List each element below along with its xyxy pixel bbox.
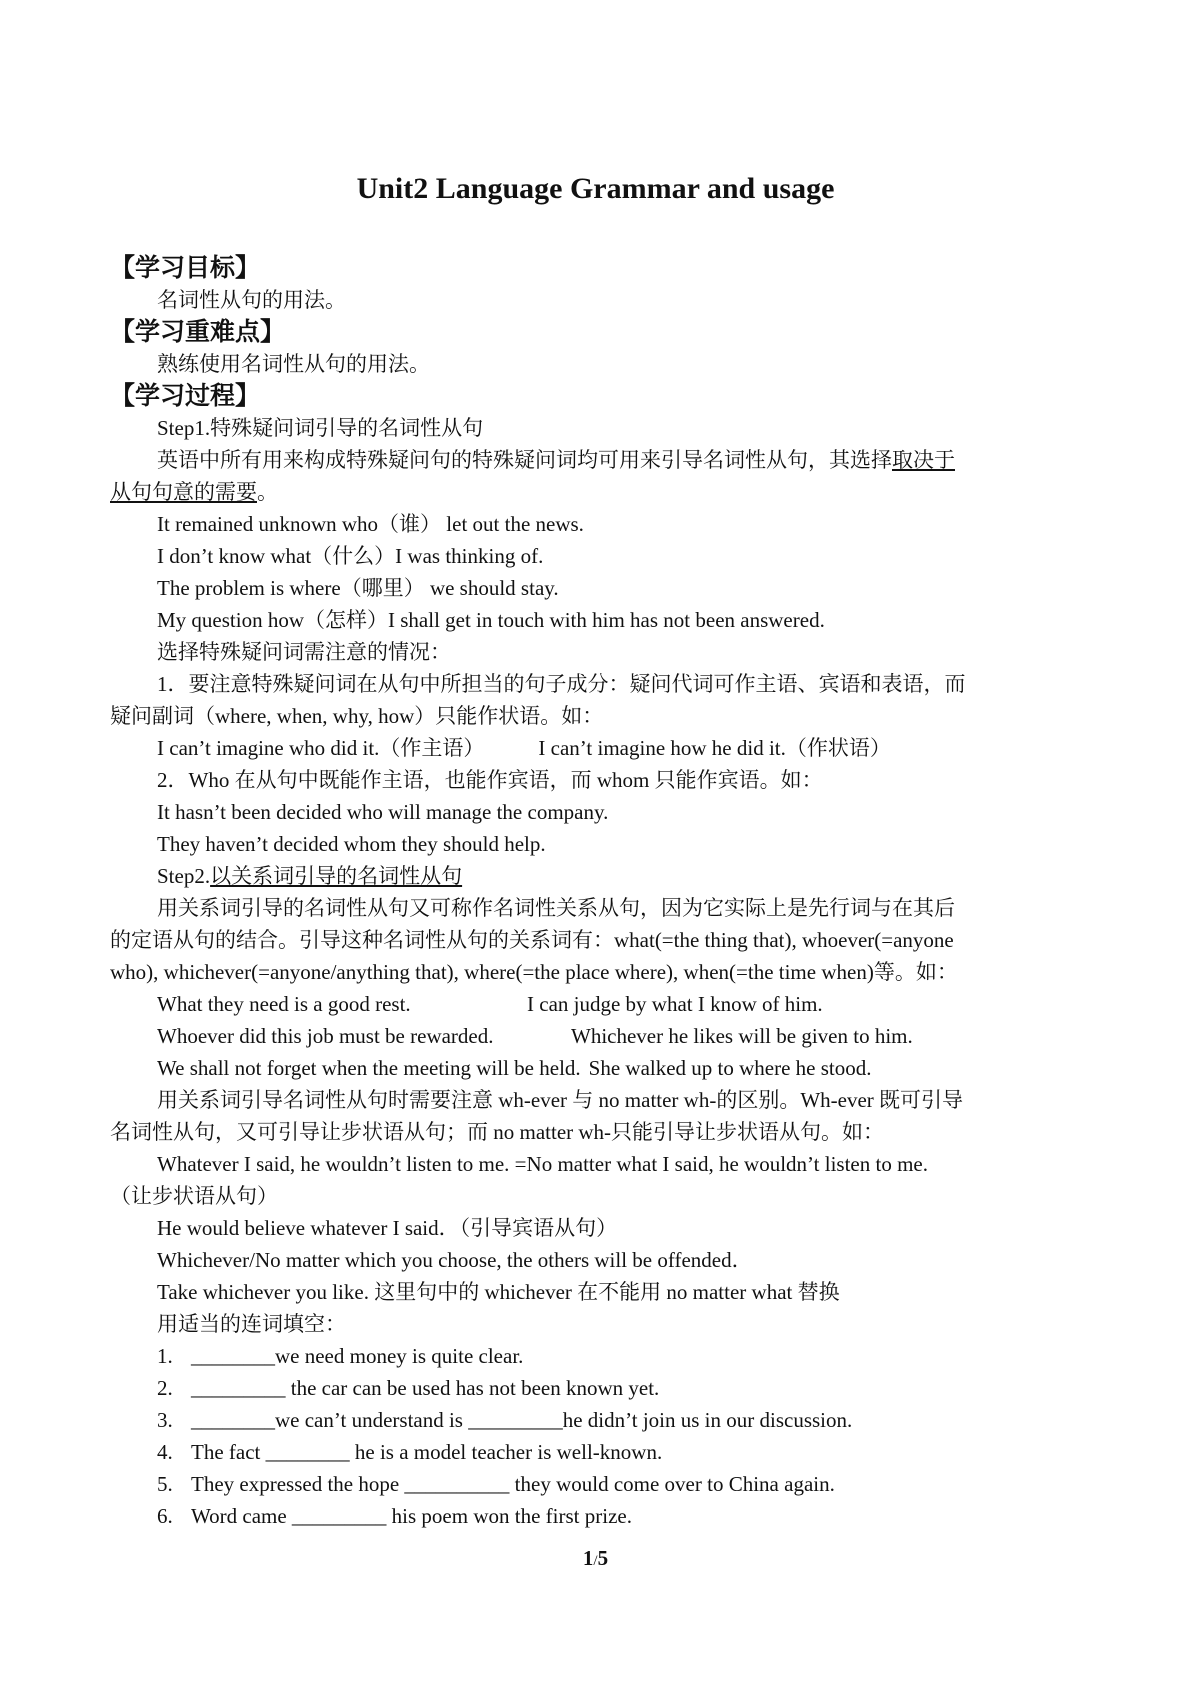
step2-para2-a: 用关系词引导名词性从句时需要注意 wh-ever 与 no matter wh-的区别。Wh-ever 既可引导 [157,1088,964,1112]
note1-line-a: 1．要注意特殊疑问词在从句中所担当的句子成分：疑问代词可作主语、宾语和表语，而 [157,672,966,696]
step1-title: Step1.特殊疑问词引导的名词性从句 [157,416,484,440]
step2-example-believe: He would believe whatever I said．（引导宾语从句） [157,1216,618,1240]
exercise-text: Word came _________ his poem won the first prize. [191,1504,632,1528]
note1-example-left: I can’t imagine who did it.（作主语） [157,736,485,760]
step2-example-whichever: Whichever/No matter which you choose, the others will be offended． [157,1248,753,1272]
note1-line-b: 疑问副词（where, when, why, how）只能作状语。如： [110,704,604,728]
step2-example-1a: What they need is a good rest. [157,992,411,1016]
step2-example-row-1 [110,988,1091,1020]
process-heading: 【学习过程】 [110,381,261,410]
step1-intro-text: 英语中所有用来构成特殊疑问句的特殊疑问词均可用来引导名词性从句，其选择 [157,448,892,472]
exercise-intro: 用适当的连词填空： [157,1312,346,1336]
exercise-number: 6. [157,1504,173,1528]
exercise-text: _________ the car can be used has not been known yet. [191,1376,660,1400]
exercise-item [110,1372,1091,1404]
step2-example-whatever-note: （让步状语从句） [110,1184,278,1208]
exercise-number: 4. [157,1440,173,1464]
step2-example-3a: We shall not forget when the meeting will be held. [157,1056,581,1080]
step2-example-row-3 [110,1052,1091,1084]
page-current: 1 [582,1546,594,1570]
step1-intro-cont [110,476,1091,508]
step1-intro-end: 。 [257,480,278,504]
step2-para2-b: 名词性从句，又可引导让步状语从句；而 no matter wh-只能引导让步状语从句。如： [110,1120,885,1144]
goals-heading: 【学习目标】 [110,253,261,282]
goals-text: 名词性从句的用法。 [157,288,346,312]
step2-title [110,860,1091,892]
step2-example-take: Take whichever you like. 这里句中的 whichever 在不能用 no matter what 替换 [157,1280,840,1304]
exercise-number: 3. [157,1408,173,1432]
exercise-text: ________we can’t understand is _________he didn’t join us in our discussion. [191,1408,853,1432]
step2-para1-c: who), whichever(=anyone/anything that), where(=the place where), when(=the time when)等。如： [110,960,958,984]
step1-notes-intro: 选择特殊疑问词需注意的情况： [157,640,451,664]
page-title: Unit2 Language Grammar and usage [356,172,835,205]
exercise-text: ________we need money is quite clear. [191,1344,524,1368]
note2-example-2: They haven’t decided whom they should help. [157,832,546,856]
step1-example-1: It remained unknown who（谁） let out the news. [157,512,584,536]
note2-line: 2．Who 在从句中既能作主语，也能作宾语，而 whom 只能作宾语。如： [157,768,823,792]
step2-example-1b: I can judge by what I know of him. [527,992,823,1016]
step2-title-prefix: Step2. [157,864,211,888]
step1-intro-underlined-1: 取决于 [892,448,955,472]
step1-example-2: I don’t know what（什么）I was thinking of. [157,544,544,568]
exercise-item [110,1500,1091,1532]
step2-example-whatever: Whatever I said, he wouldn’t listen to me. =No matter what I said, he wouldn’t listen to me. [157,1152,928,1176]
step2-para1-a: 用关系词引导的名词性从句又可称作名词性关系从句，因为它实际上是先行词与在其后 [157,896,955,920]
document-body [110,252,1091,1532]
exercise-number: 2. [157,1376,173,1400]
page-number [0,1546,1191,1571]
note1-examples [110,732,1091,764]
step2-title-underlined: 以关系词引导的名词性从句 [210,864,463,888]
step2-example-row-2 [110,1020,1091,1052]
exercise-number: 1. [157,1344,173,1368]
exercise-item [110,1404,1091,1436]
step1-intro-underlined-2: 从句句意的需要 [110,480,257,504]
note2-example-1: It hasn’t been decided who will manage the company. [157,800,609,824]
focus-text: 熟练使用名词性从句的用法。 [157,352,430,376]
focus-heading: 【学习重难点】 [110,317,286,346]
exercise-number: 5. [157,1472,173,1496]
step1-intro [110,444,1091,476]
step2-para1-b: 的定语从句的结合。引导这种名词性从句的关系词有：what(=the thing that), whoever(=anyone [110,928,954,952]
step2-example-3b: She walked up to where he stood. [588,1056,872,1080]
exercise-text: The fact ________ he is a model teacher is well-known. [191,1440,663,1464]
page-separator: / [593,1553,598,1569]
exercise-item [110,1436,1091,1468]
exercise-item [110,1468,1091,1500]
note1-example-right: I can’t imagine how he did it.（作状语） [538,736,891,760]
step1-example-3: The problem is where（哪里） we should stay. [157,576,559,600]
step2-example-2b: Whichever he likes will be given to him. [571,1024,913,1048]
page-total: 5 [597,1546,609,1570]
step2-example-2a: Whoever did this job must be rewarded. [157,1024,494,1048]
exercise-text: They expressed the hope __________ they would come over to China again. [191,1472,835,1496]
exercise-item [110,1340,1091,1372]
step1-example-4: My question how（怎样）I shall get in touch with him has not been answered. [157,608,825,632]
